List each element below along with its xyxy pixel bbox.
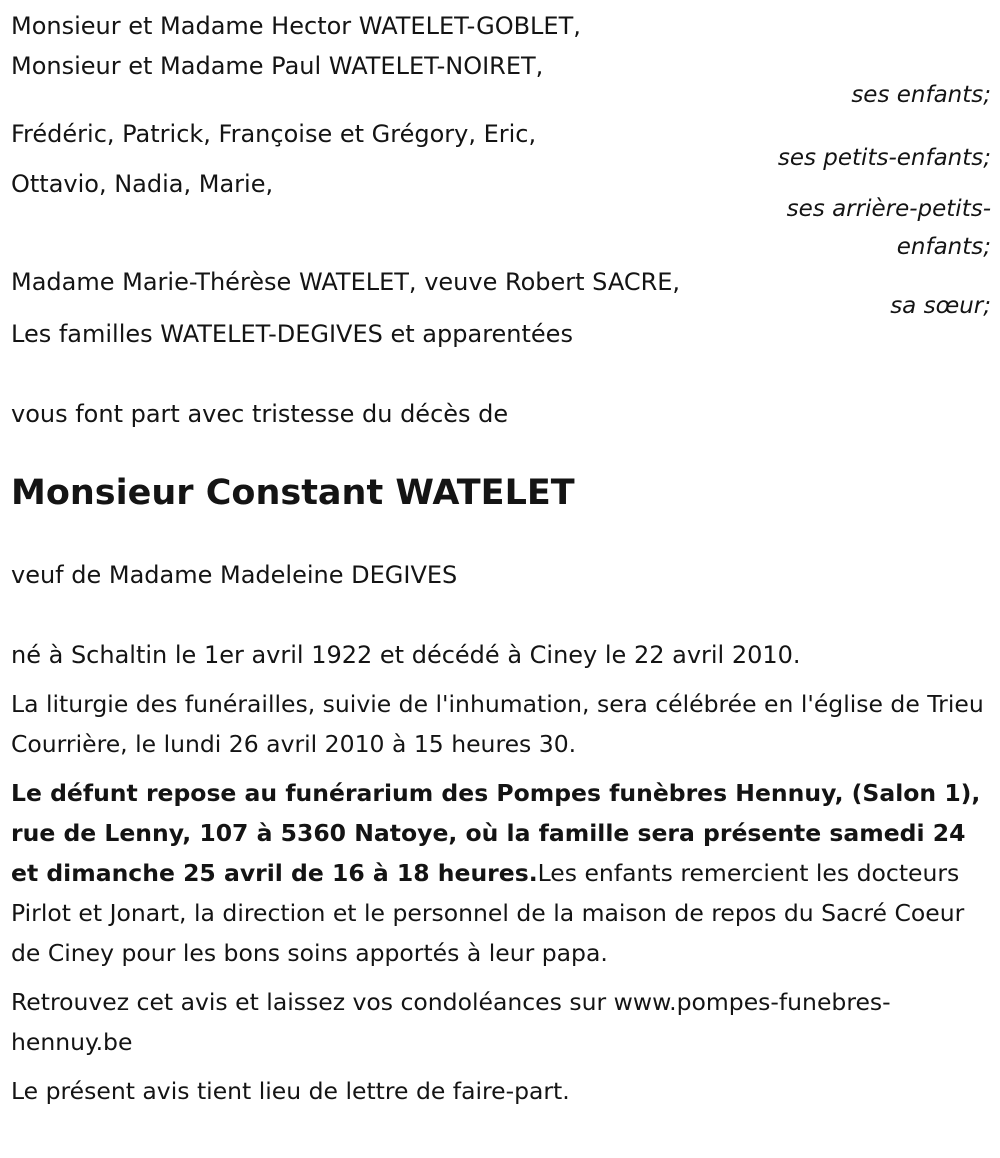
funerarium-paragraph — [11, 773, 991, 973]
condolences-paragraph: Retrouvez cet avis et laissez vos condoléances sur www.pompes-funebres-hennuy.be — [11, 988, 891, 1056]
announcement-line: vous font part avec tristesse du décès de — [11, 400, 509, 428]
family-hector: Monsieur et Madame Hector WATELET-GOBLET, — [11, 12, 581, 40]
closing-paragraph: Le présent avis tient lieu de lettre de faire-part. — [11, 1077, 570, 1105]
children-label: ses enfants; — [851, 82, 991, 108]
great-grandchildren-label: ses arrière-petits-enfants; — [786, 196, 991, 260]
funeral-paragraph: La liturgie des funérailles, suivie de l'inhumation, sera célébrée en l'église de Trieu Courrière, le lundi 26 avril 2010 à 15 heures 30. — [11, 690, 984, 758]
families-line: Les familles WATELET-DEGIVES et apparentées — [11, 320, 573, 348]
thanks-text: Les enfants remercient les docteurs Pirlot et Jonart, la direction et le personnel de la maison de repos du Sacré Coeur de Ciney pour les bons soins apportés à leur papa. — [11, 859, 965, 967]
obituary-notice — [11, 6, 991, 1111]
funerarium-bold-text: Le défunt repose au funérarium des Pompes funèbres Hennuy, (Salon 1), rue de Lenny, 107 à 5360 Natoye, où la famille sera présente samedi 24 et dimanche 25 avril de 16 à 18 heures. — [11, 779, 981, 887]
dates-line: né à Schaltin le 1er avril 1922 et décédé à Ciney le 22 avril 2010. — [11, 641, 801, 669]
widower-line: veuf de Madame Madeleine DEGIVES — [11, 561, 458, 589]
great-grandchildren-names: Ottavio, Nadia, Marie, — [11, 170, 274, 198]
deceased-name: Monsieur Constant WATELET — [11, 473, 575, 513]
sister-label: sa sœur; — [890, 293, 991, 319]
sister-name: Madame Marie-Thérèse WATELET, veuve Robert SACRE, — [11, 268, 681, 296]
grandchildren-names: Frédéric, Patrick, Françoise et Grégory, Eric, — [11, 120, 537, 148]
grandchildren-label: ses petits-enfants; — [777, 145, 991, 171]
family-paul: Monsieur et Madame Paul WATELET-NOIRET, — [11, 52, 544, 80]
